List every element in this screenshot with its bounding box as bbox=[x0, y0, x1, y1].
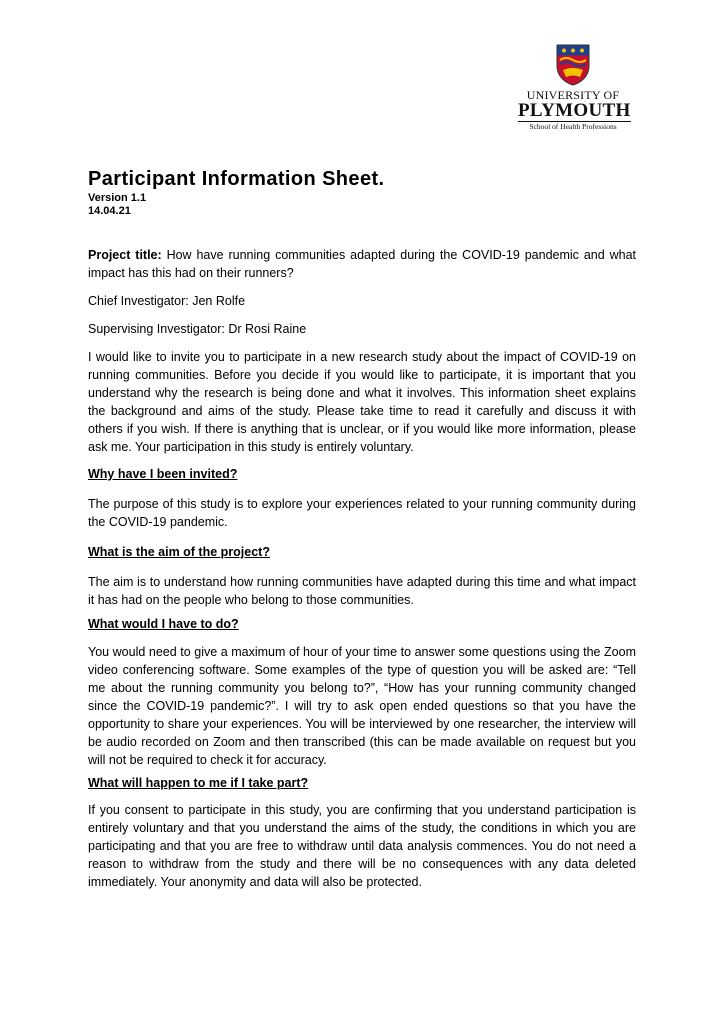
section-heading-invited: Why have I been invited? bbox=[88, 467, 238, 481]
logo-university-of: UNIVERSITY OF bbox=[526, 88, 620, 102]
project-title-label: Project title: bbox=[88, 248, 162, 262]
section-body-invited: The purpose of this study is to explore your experiences related to your running community during the COVID-19 pandemic. bbox=[88, 497, 636, 529]
project-title-paragraph bbox=[88, 246, 636, 282]
supervising-investigator: Supervising Investigator: Dr Rosi Raine bbox=[88, 322, 307, 336]
section-body-aim: The aim is to understand how running communities have adapted during this time and what impact it has had on the people who belong to those communities. bbox=[88, 575, 636, 607]
section-body-what-to-do: You would need to give a maximum of hour of your time to answer some questions using the Zoom video conferencing software. Some examples of the type of question you will be asked are: “Tell me about the running community you belong to?”, “How has your running community changed since the COVID-19 pandemic?”. I will try to ask open ended questions so that you have the opportunity to share your experiences. You will be interviewed by one researcher, the interview will be audio recorded on Zoom and then transcribed (this can be made available on request but you will not be required to check it for accuracy. bbox=[88, 645, 636, 767]
university-logo bbox=[518, 44, 631, 134]
university-crest-icon bbox=[556, 44, 590, 86]
section-body-take-part: If you consent to participate in this study, you are confirming that you understand participation is entirely voluntary and that you understand the aims of the study, the conditions in which you are participating and that you are free to withdraw until data analysis commences. You do not need a reason to withdraw from the study and there will be no consequences with any data deleted immediately. Your anonymity and data will also be protected. bbox=[88, 803, 636, 889]
project-title-text: How have running communities adapted during the COVID-19 pandemic and what impact has this had on their runners? bbox=[88, 248, 636, 280]
logo-plymouth: PLYMOUTH bbox=[518, 100, 631, 121]
logo-school-name: School of Health Professions bbox=[529, 122, 617, 131]
intro-paragraph: I would like to invite you to participate in a new research study about the impact of COVID-19 on running communities. Before you decide if you would like to participate, it is important that you understand why the research is being done and what it involves. This information sheet explains the background and aims of the study. Please take time to read it carefully and discuss it with others if you wish. If there is anything that is unclear, or if you would like more information, please ask me. Your participation in this study is entirely voluntary. bbox=[88, 350, 636, 454]
version-text: Version 1.1 bbox=[88, 192, 147, 204]
page-title: Participant Information Sheet. bbox=[88, 168, 385, 190]
section-heading-take-part: What will happen to me if I take part? bbox=[88, 776, 309, 790]
date-text: 14.04.21 bbox=[88, 205, 131, 217]
section-heading-aim: What is the aim of the project? bbox=[88, 545, 270, 559]
section-heading-what-to-do: What would I have to do? bbox=[88, 617, 239, 631]
chief-investigator: Chief Investigator: Jen Rolfe bbox=[88, 294, 246, 308]
document-body bbox=[88, 166, 636, 891]
